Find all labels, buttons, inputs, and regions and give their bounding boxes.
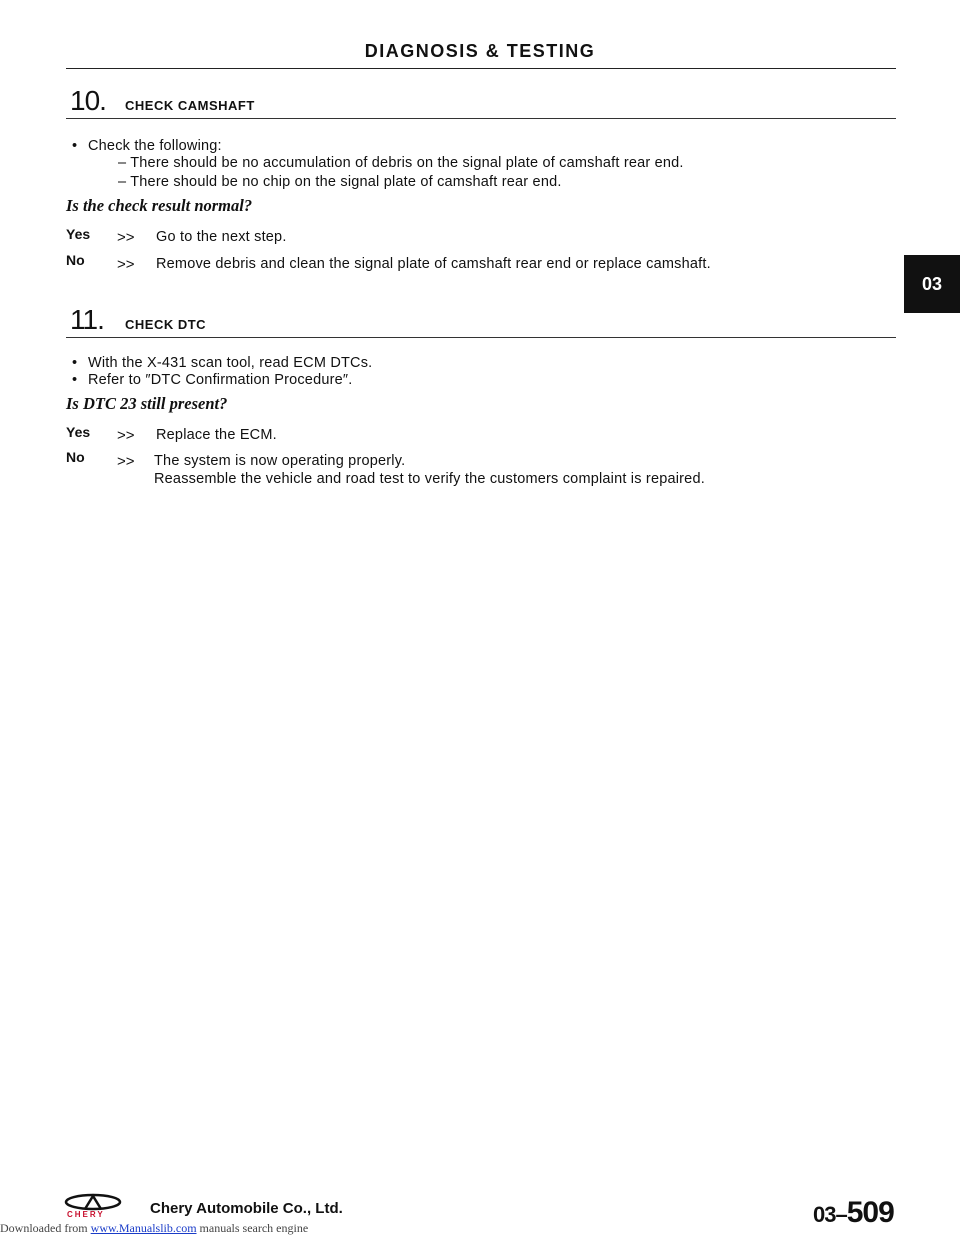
page-number <box>813 1196 894 1230</box>
step-11-bullet-2: Refer to ″DTC Confirmation Procedure″. <box>88 372 353 388</box>
step-10-title: CHECK CAMSHAFT <box>125 98 255 113</box>
step-11-bullet-1: With the X-431 scan tool, read ECM DTCs. <box>88 355 373 371</box>
step-10-yes-text: Go to the next step. <box>156 229 287 245</box>
logo-wordmark: CHERY <box>67 1210 105 1219</box>
step-11-no-arrow: >> <box>117 453 135 470</box>
step-10-no-label: No <box>66 252 85 268</box>
download-prefix: Downloaded from <box>0 1221 88 1235</box>
section-tab[interactable]: 03 <box>904 255 960 313</box>
chery-logo <box>63 1193 123 1217</box>
step-10-no-arrow: >> <box>117 256 135 273</box>
step-11-no-text-2: Reassemble the vehicle and road test to verify the customers complaint is repaired. <box>154 471 705 487</box>
bullet-icon: • <box>72 372 78 388</box>
step-11-no-text-1: The system is now operating properly. <box>154 453 406 469</box>
bullet-icon: • <box>72 138 78 154</box>
step-10-sub2: – There should be no chip on the signal plate of camshaft rear end. <box>118 174 562 190</box>
step-10-yes-arrow: >> <box>117 229 135 246</box>
step-10-divider <box>66 118 896 119</box>
step-10-sub1: – There should be no accumulation of debris on the signal plate of camshaft rear end. <box>118 155 684 171</box>
step-10-number: 10. <box>70 85 106 116</box>
step-10-question: Is the check result normal? <box>66 196 253 215</box>
step-10-yes-label: Yes <box>66 226 91 242</box>
step-11-no-label: No <box>66 449 85 465</box>
download-suffix: manuals search engine <box>196 1221 309 1235</box>
company-name: Chery Automobile Co., Ltd. <box>150 1200 343 1217</box>
step-11-yes-label: Yes <box>66 424 91 440</box>
page-number-prefix: 03– <box>813 1202 847 1227</box>
bullet-icon: • <box>72 355 78 371</box>
step-10-intro: Check the following: <box>88 138 222 154</box>
manualslib-link[interactable]: www.Manualslib.com <box>90 1221 197 1235</box>
page-number-value: 509 <box>846 1196 894 1229</box>
page-header-title: DIAGNOSIS & TESTING <box>364 41 596 61</box>
header-divider <box>66 68 896 69</box>
download-notice <box>0 1221 308 1236</box>
step-10-no-text: Remove debris and clean the signal plate of camshaft rear end or replace camshaft. <box>156 256 711 272</box>
step-11-divider <box>66 337 896 338</box>
step-11-yes-arrow: >> <box>117 427 135 444</box>
step-11-yes-text: Replace the ECM. <box>156 427 277 443</box>
step-11-question: Is DTC 23 still present? <box>66 394 228 413</box>
step-11-title: CHECK DTC <box>125 317 207 332</box>
step-11-number: 11. <box>70 304 104 335</box>
